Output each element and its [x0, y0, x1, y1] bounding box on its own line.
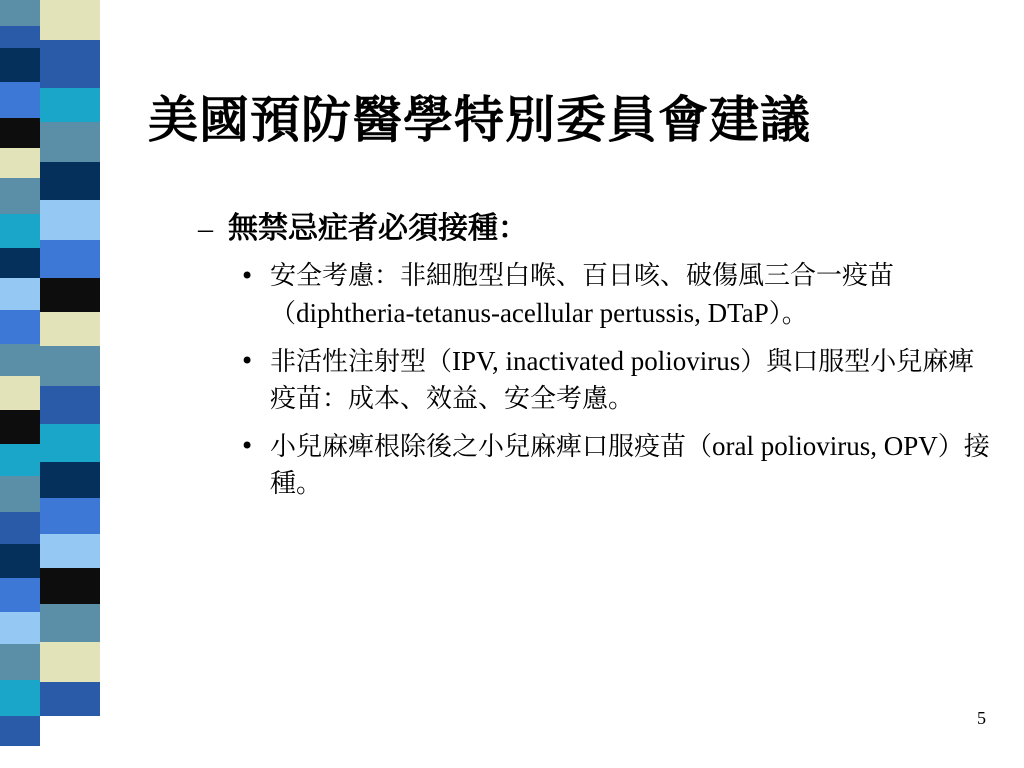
stripe-block [40, 498, 100, 534]
stripe-block [0, 0, 40, 26]
stripe-block [40, 88, 100, 122]
stripe-block [0, 612, 40, 644]
stripe-block [0, 680, 40, 716]
stripe-block [40, 240, 100, 278]
stripe-block [40, 346, 100, 386]
stripe-block [0, 26, 40, 48]
decorative-stripe-bar [0, 0, 120, 768]
stripe-block [0, 278, 40, 310]
stripe-block [0, 148, 40, 178]
bullet-list [238, 258, 998, 513]
stripe-block [0, 644, 40, 680]
slide-title: 美國預防醫學特別委員會建議 [148, 90, 811, 149]
dash-marker: – [198, 212, 213, 245]
stripe-block [40, 386, 100, 424]
bullet-text: 小兒麻痺根除後之小兒麻痺口服疫苗（ [270, 432, 713, 462]
bullet-text: 非活性注射型（ [270, 347, 453, 377]
bullet-text: 安全考慮：非細胞型白喉、百日咳、破傷風三合一疫苗（ [270, 261, 895, 329]
bullet-item [238, 343, 998, 418]
stripe-block [40, 534, 100, 568]
stripe-block [0, 248, 40, 278]
stripe-block [0, 444, 40, 476]
stripe-block [0, 476, 40, 512]
bullet-text-latin: oral poliovirus, OPV [712, 431, 938, 461]
bullet-item [238, 258, 998, 333]
subheading [198, 206, 998, 252]
stripe-block [40, 0, 100, 40]
stripe-block [0, 310, 40, 344]
bullet-marker: • [240, 347, 255, 375]
stripe-block [0, 178, 40, 214]
bullet-text: ）接種。 [270, 432, 990, 499]
stripe-block [40, 162, 100, 200]
stripe-block [40, 200, 100, 240]
stripe-block [40, 642, 100, 682]
stripe-block [40, 122, 100, 162]
bullet-text-latin: IPV, inactivated poliovirus [452, 346, 741, 376]
bullet-item [238, 428, 998, 503]
stripe-block [0, 716, 40, 746]
stripe-block [0, 48, 40, 82]
stripe-block [40, 682, 100, 716]
stripe-block [0, 376, 40, 410]
subheading-text: 無禁忌症者必須接種： [228, 211, 528, 246]
stripe-block [0, 118, 40, 148]
stripe-block [0, 512, 40, 544]
stripe-block [40, 40, 100, 88]
stripe-block [0, 578, 40, 612]
stripe-block [0, 344, 40, 376]
stripe-block [40, 462, 100, 498]
bullet-text: ）。 [768, 299, 808, 329]
bullet-marker: • [240, 432, 255, 460]
stripe-block [40, 604, 100, 642]
bullet-text-latin: diphtheria-tetanus-acellular pertussis, DTaP [296, 298, 769, 328]
stripe-block [40, 312, 100, 346]
stripe-block [40, 568, 100, 604]
bullet-marker: • [240, 262, 255, 290]
stripe-block [40, 424, 100, 462]
stripe-block [40, 278, 100, 312]
stripe-block [0, 82, 40, 118]
page-number: 5 [977, 708, 986, 728]
bullet-text: ）與口服型小兒麻痺疫苗：成本、效益、安全考慮。 [270, 347, 975, 414]
stripe-block [0, 214, 40, 248]
stripe-block [0, 410, 40, 444]
stripe-block [0, 544, 40, 578]
